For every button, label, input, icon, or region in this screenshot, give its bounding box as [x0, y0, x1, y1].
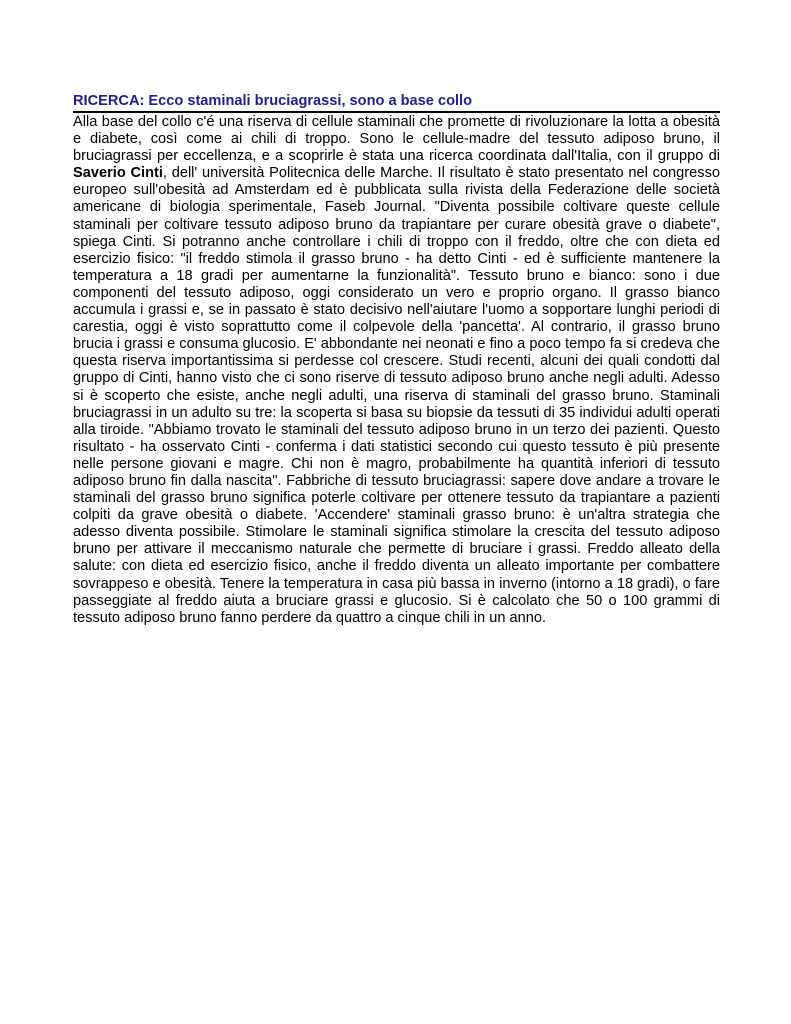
article-body	[73, 114, 720, 627]
article-body-author-name: Saverio Cinti	[73, 165, 163, 182]
article	[73, 92, 720, 627]
article-body-text: , dell' università Politecnica delle Marche. Il risultato è stato presentato nel congresso europeo sull'obesità ad Amsterdam ed è pubblicata sulla rivista della Federazione delle società americane di biologia sperimentale, Faseb Journal. "Diventa possibile coltivare queste cellule staminali per coltivare tessuto adiposo bruno da trapiantare per curare obesità grave o diabete", spiega Cinti. Si potranno anche controllare i chili di troppo con il freddo, oltre che con dieta ed esercizio fisico: "il freddo stimola il grasso bruno - ha detto Cinti - ed è sufficiente mantenere la temperatura a 18 gradi per aumentarne la funzionalità". Tessuto bruno e bianco: sono i due componenti del tessuto adiposo, oggi considerato un vero e proprio organo. Il grasso bianco accumula i grassi e, se in passato è stato decisivo nell'aiutare l'uomo a sopportare lunghi periodi di carestia, oggi è visto soprattutto come il colpevole della 'pancetta'. Al contrario, il grasso bruno brucia i grassi e consuma glucosio. E' abbondante nei neonati e fino a poco tempo fa si credeva che questa riserva importantissima si perdesse col crescere. Studi recenti, alcuni dei quali condotti dal gruppo di Cinti, hanno visto che ci sono riserve di tessuto adiposo bruno anche negli adulti. Adesso si è scoperto che esiste, anche negli adulti, una riserva di staminali del grasso bruno. Staminali bruciagrassi in un adulto su tre: la scoperta si basa su biopsie da tessuti di 35 individui adulti operati alla tiroide. "Abbiamo trovato le staminali del tessuto adiposo bruno in un terzo dei pazienti. Questo risultato - ha osservato Cinti - conferma i dati statistici secondo cui questo tessuto è più presente nelle persone giovani e magre. Chi non è magro, probabilmente ha quantità inferiori di tessuto adiposo bruno fin dalla nascita". Fabbriche di tessuto bruciagrassi: sapere dove andare a trovare le staminali del grasso bruno significa poterle coltivare per ottenere tessuto da trapiantare a pazienti colpiti da grave obesità o diabete. 'Accendere' staminali grasso bruno: è un'altra strategia che adesso diventa possibile. Stimolare le staminali significa stimolare la crescita del tessuto adiposo bruno per attivare il meccanismo naturale che permette di bruciare i grassi. Freddo alleato della salute: con dieta ed esercizio fisico, anche il freddo diventa un alleato importante per combattere sovrappeso e obesità. Tenere la temperatura in casa più bassa in inverno (intorno a 18 gradi), o fare passeggiate al freddo aiuta a bruciare grassi e glucosio. Si è calcolato che 50 o 100 grammi di tessuto adiposo bruno fanno perdere da quattro a cinque chili in un anno.	[73, 165, 720, 626]
article-body-intro: Alla base del collo c'é una riserva di cellule staminali che promette di rivoluzionare la lotta a obesità e diabete, così come ai chili di troppo. Sono le cellule-madre del tessuto adiposo bruno, il bruciagrassi per eccellenza, e a scoprirle è stata una ricerca coordinata dall'Italia, con il gruppo di	[73, 114, 720, 165]
article-title: RICERCA: Ecco staminali bruciagrassi, sono a base collo	[73, 93, 473, 109]
title-divider	[73, 111, 720, 113]
